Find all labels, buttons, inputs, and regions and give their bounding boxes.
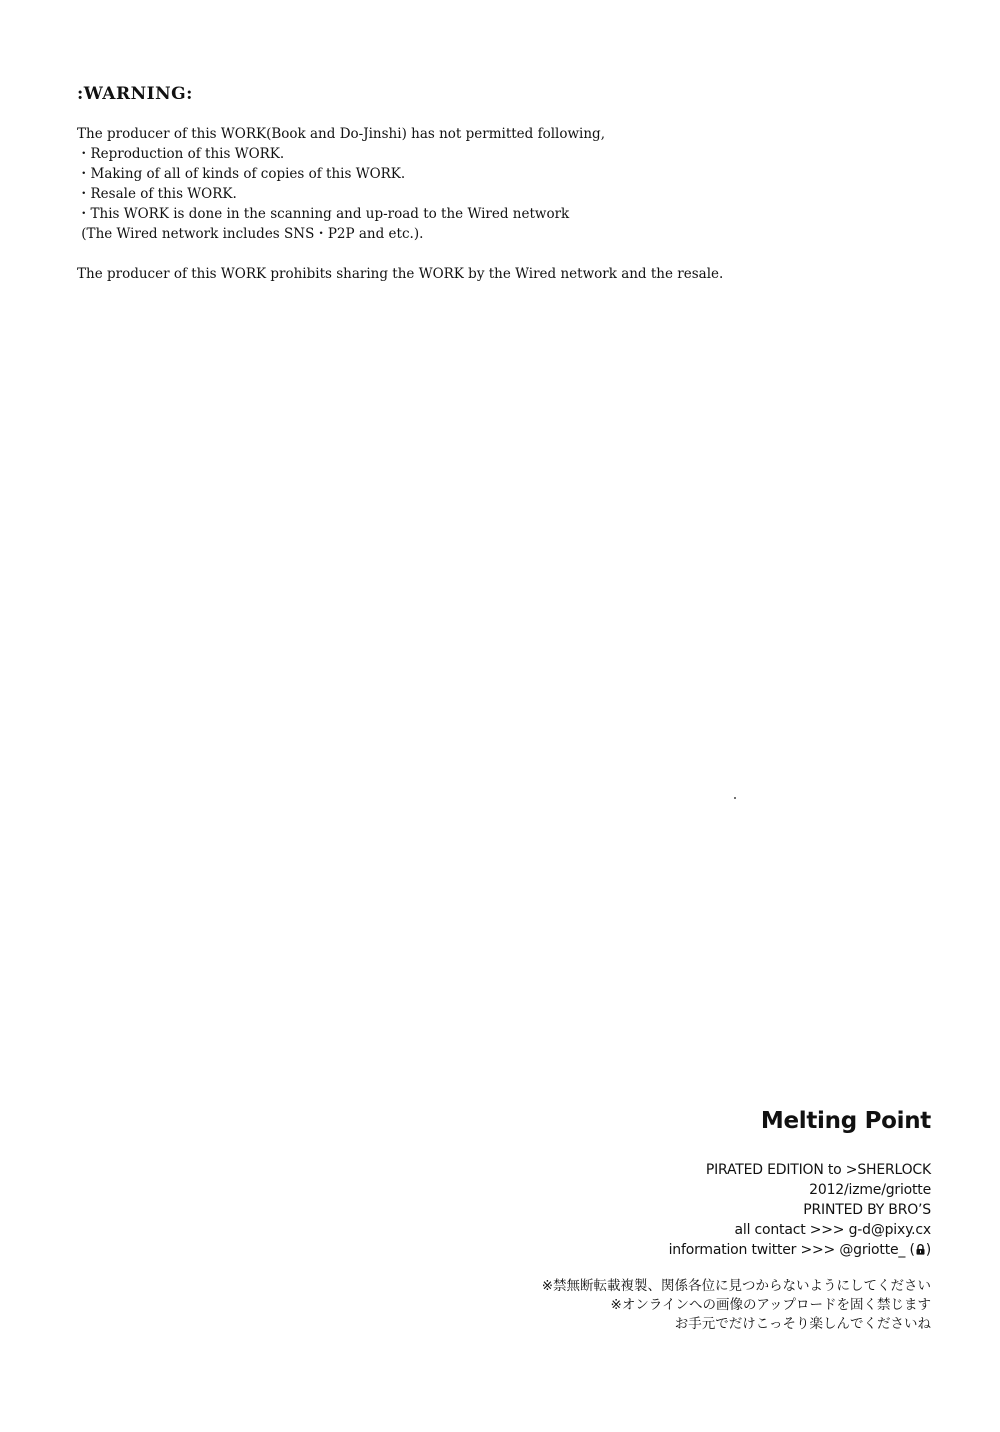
warning-title: :WARNING: <box>77 84 193 104</box>
warning-list <box>77 144 957 244</box>
note-line: お手元でだけこっそり楽しんでくださいね <box>674 1316 931 1332</box>
japanese-notes <box>331 1277 931 1334</box>
lock-icon <box>916 1241 925 1252</box>
warning-item: ・This WORK is done in the scanning and up-road to the Wired network <box>77 206 570 222</box>
warning-item-continuation: (The Wired network includes SNS・P2P and etc.). <box>77 226 424 242</box>
colophon-contact: all contact >>> g-d@pixy.cx <box>734 1222 931 1238</box>
twitter-prefix: information twitter >>> @griotte_ ( <box>668 1242 915 1258</box>
warning-item: ・Resale of this WORK. <box>77 186 237 202</box>
colophon-twitter <box>331 1240 931 1260</box>
colophon-printer: PRINTED BY BRO’S <box>803 1202 931 1218</box>
twitter-suffix: ) <box>925 1242 931 1258</box>
warning-item: ・Making of all of kinds of copies of this WORK. <box>77 166 406 182</box>
colophon-year-authors: 2012/izme/griotte <box>809 1182 931 1198</box>
book-title: Melting Point <box>760 1108 931 1134</box>
note-line: ※禁無断転載複製、関係各位に見つからないようにしてください <box>541 1278 931 1294</box>
warning-footer: The producer of this WORK prohibits sharing the WORK by the Wired network and the resale. <box>77 266 724 282</box>
warning-block <box>77 84 957 284</box>
scan-speck <box>734 797 736 799</box>
note-line: ※オンラインへの画像のアップロードを固く禁じます <box>610 1297 931 1313</box>
colophon <box>331 1108 931 1334</box>
colophon-edition: PIRATED EDITION to >SHERLOCK <box>705 1162 931 1178</box>
warning-intro: The producer of this WORK(Book and Do-Jinshi) has not permitted following, <box>77 126 605 142</box>
warning-item: ・Reproduction of this WORK. <box>77 146 285 162</box>
